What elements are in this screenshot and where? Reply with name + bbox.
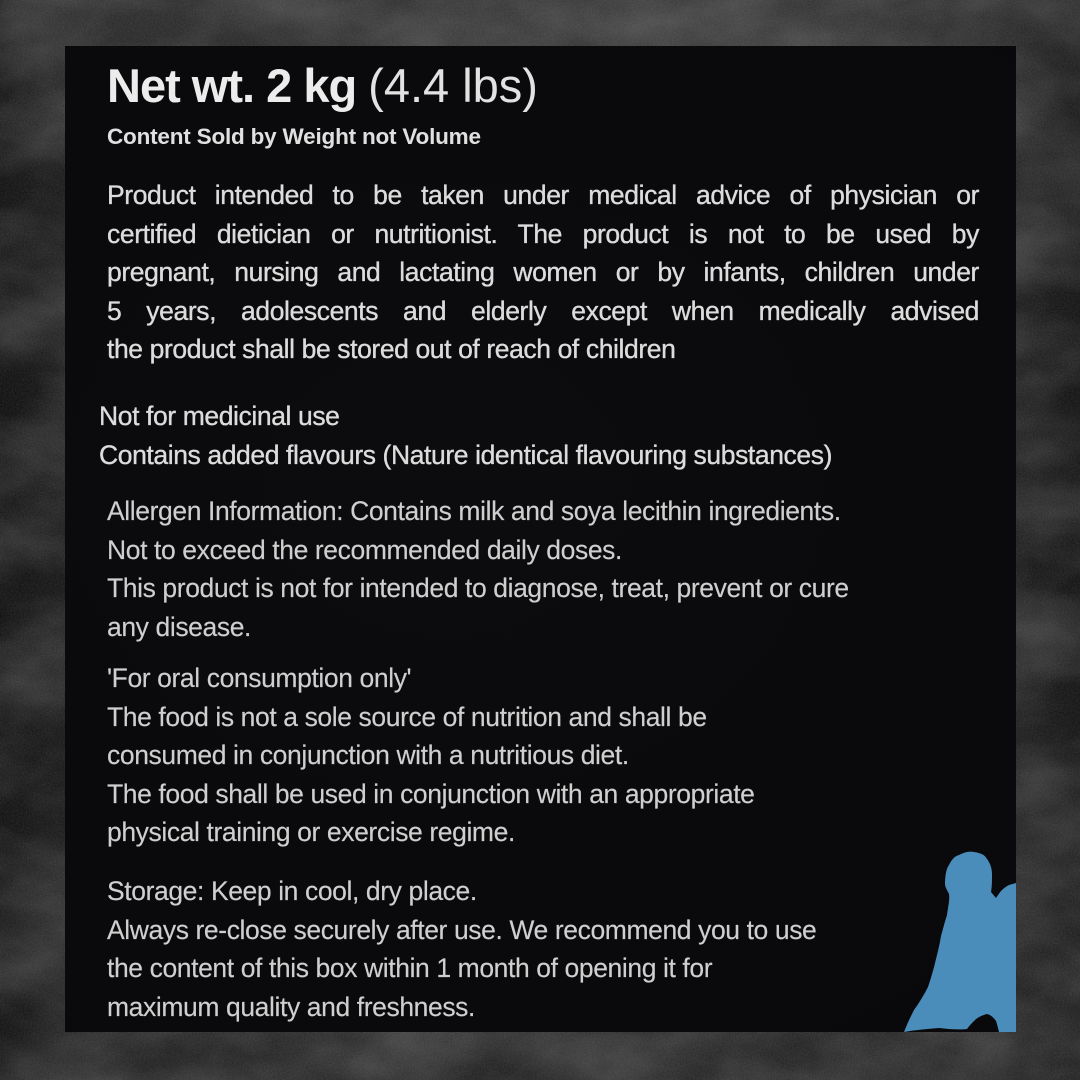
- net-weight-heading: [107, 58, 979, 113]
- text-line: the product shall be stored out of reach of children: [107, 334, 676, 365]
- text-line: Not for medicinal use: [99, 401, 340, 431]
- text-line: 'For oral consumption only': [107, 663, 412, 693]
- text-line: consumed in conjunction with a nutritious diet.: [107, 740, 629, 771]
- text-line: Not to exceed the recommended daily doses.: [107, 534, 622, 565]
- text-line: The food shall be used in conjunction with an appropriate: [107, 778, 755, 809]
- net-weight-lbs: (4.4 lbs): [368, 59, 538, 112]
- text-line: the content of this box within 1 month of opening it for: [107, 953, 713, 984]
- text-line: maximum quality and freshness.: [107, 991, 475, 1022]
- label-panel: [65, 46, 1016, 1032]
- athlete-silhouette-icon: [855, 843, 1016, 1032]
- text-line: Storage: Keep in cool, dry place.: [107, 876, 477, 906]
- net-weight-value: Net wt. 2 kg: [107, 59, 357, 112]
- medicinal-use-paragraph: [99, 397, 979, 474]
- text-line: The food is not a sole source of nutrition and shall be: [107, 701, 707, 732]
- text-line: physical training or exercise regime.: [107, 817, 515, 848]
- storage-instructions-paragraph: [107, 872, 979, 1026]
- text-line: Product intended to be taken under medical advice of physician or: [107, 180, 979, 210]
- text-line: This product is not for intended to diagnose, treat, prevent or cure: [107, 573, 849, 604]
- text-line: Always re-close securely after use. We recommend you to use: [107, 914, 817, 945]
- text-line: certified dietician or nutritionist. The product is not to be used by: [107, 218, 979, 249]
- text-line: Contains added flavours (Nature identical flavouring substances): [99, 439, 833, 470]
- text-line: any disease.: [107, 611, 251, 642]
- text-line: pregnant, nursing and lactating women or by infants, children under: [107, 257, 979, 288]
- allergen-information-paragraph: [107, 492, 979, 646]
- sold-by-weight-subheading: Content Sold by Weight not Volume: [107, 124, 481, 149]
- text-line: 5 years, adolescents and elderly except when medically advised: [107, 295, 979, 326]
- medical-advice-paragraph: [107, 176, 979, 369]
- text-line: Allergen Information: Contains milk and soya lecithin ingredients.: [107, 496, 841, 526]
- oral-consumption-paragraph: [107, 659, 979, 852]
